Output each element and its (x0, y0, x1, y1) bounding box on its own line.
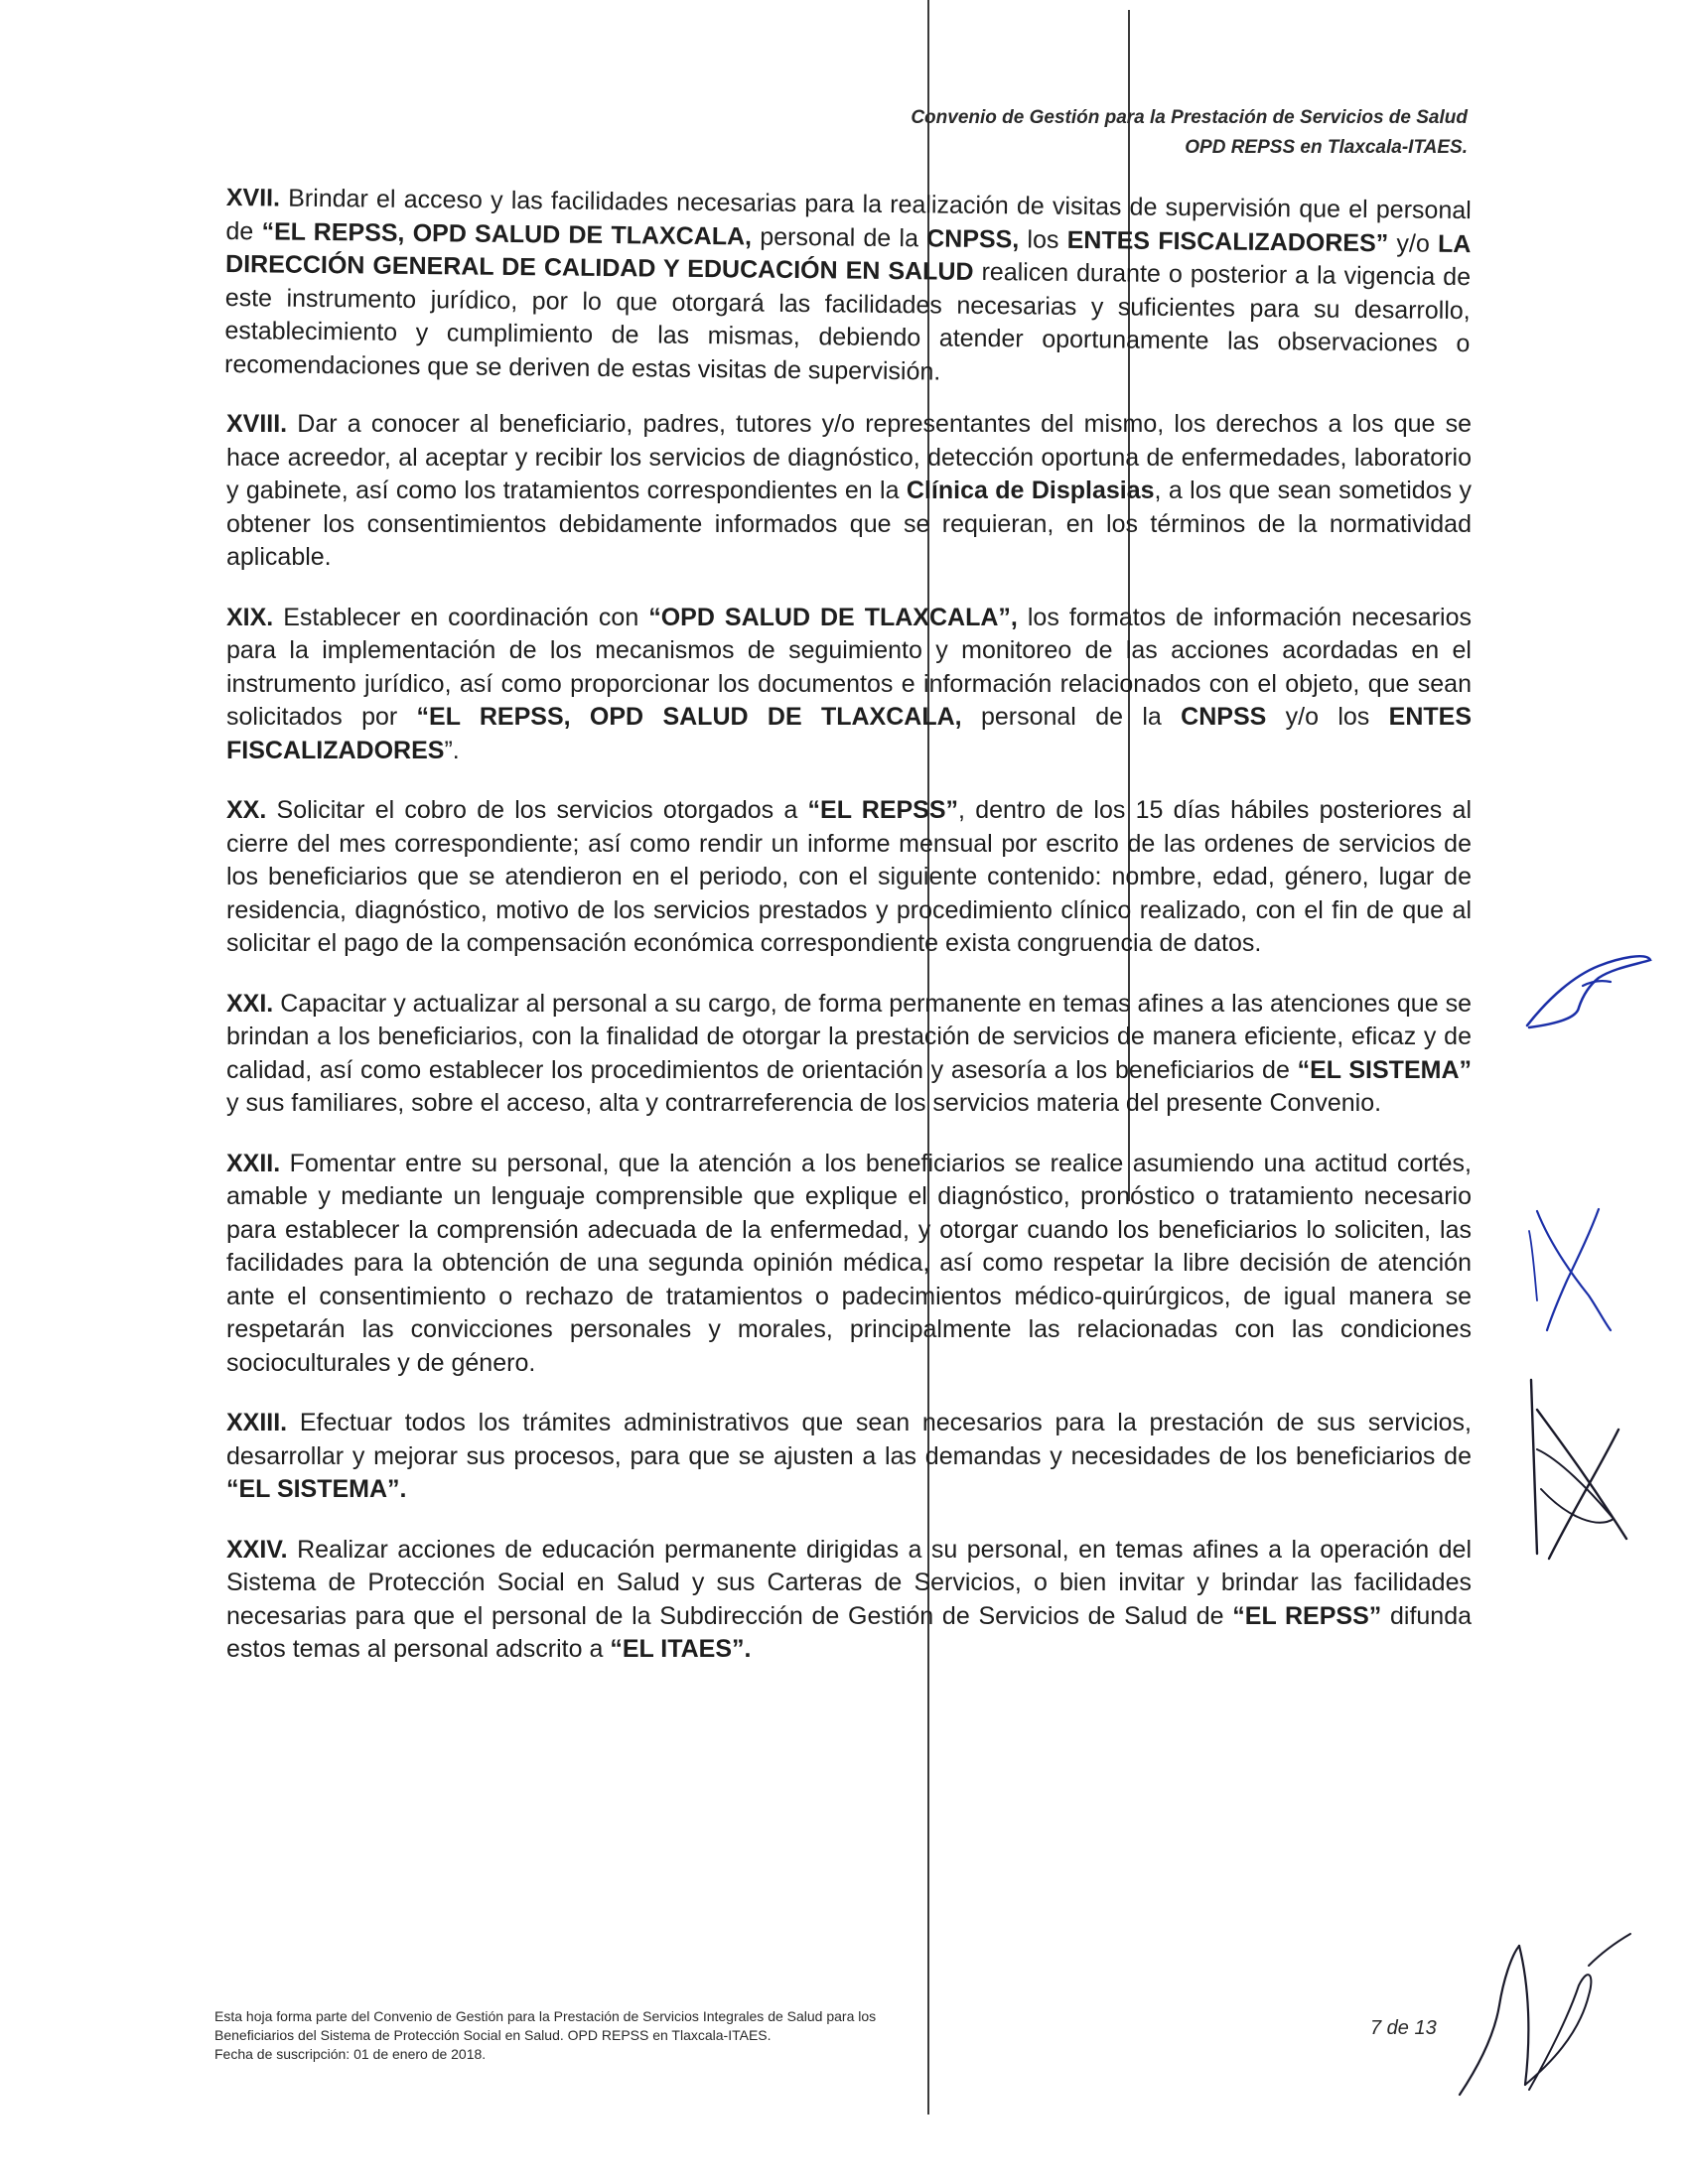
clause-text: y/o (1388, 228, 1439, 258)
clause-text: Efectuar todos los trámites administrativos que sean necesarios para la prestación de sus servicios, desarrollar y mejorar sus procesos, para que se ajusten a las demandas y necesidades de los beneficiarios de (226, 1409, 1472, 1470)
clause-text: , dentro de los 15 días hábiles posteriores al cierre del mes correspondiente; así como rendir un informe mensual por escrito de las ordenes de servicios de los beneficiarios que se atendieron en el periodo, con el siguiente contenido: nombre, edad, género, lugar de residencia, diagnóstico, motivo de los servicios prestados y procedimiento clínico realizado, con el fin de que al solicitar el pago de la compensación económica correspondiente exista congruencia de datos. (226, 796, 1473, 957)
clause-paragraph (226, 1148, 1472, 1381)
footer-line-3: Fecha de suscripción: 01 de enero de 2018. (214, 2046, 487, 2062)
clause-text: los formatos de información necesarios para la implementación de los mecanismos de seguimiento y monitoreo de las acciones acordadas en el instrumento jurídico, así como proporcionar los documentos e información relacionados con el objeto, que sean solicitados por (226, 603, 1472, 731)
clause-bold-text: “OPD SALUD DE TLAXCALA”, (648, 603, 1018, 631)
page-footer (214, 2007, 969, 2064)
clause-number: XIX. (226, 603, 274, 631)
initials-signature-1 (1519, 938, 1658, 1037)
clause-text: los (1019, 224, 1067, 254)
footer-line-1: Esta hoja forma parte del Convenio de Gestión para la Prestación de Servicios Integrales de Salud para los (214, 2008, 877, 2024)
initials-signature-3 (1519, 1370, 1638, 1569)
clause-bold-text: “EL ITAES”. (610, 1635, 752, 1663)
clause-text: Realizar acciones de educación permanente dirigidas a su personal, en temas afines a la operación del Sistema de Protección Social en Salud y sus Carteras de Servicios, o bien invitar y brindar las facilidades necesarias para que el personal de la Subdirección de Gestión de Servicios de Salud de (226, 1535, 1472, 1630)
clause-text: Fomentar entre su personal, que la atención a los beneficiarios se realice asumiendo una actitud cortés, amable y mediante un lenguaje comprensible que explique el diagnóstico, pronóstico o tratamiento necesario para establecer la comprensión adecuada de la enfermedad, y otorgar cuando los beneficiarios lo soliciten, las facilidades para la obtención de una segunda opinión médica, así como respetar la libre decisión de atención ante el consentimiento o rechazo de tratamientos o padecimientos médico-quirúrgicos, de igual manera se respetarán las convicciones personales y morales, principalmente las relacionadas con las condiciones socioculturales y de género. (226, 1149, 1472, 1377)
clause-text: Dar a conocer al beneficiario, padres, tutores y/o representantes del mismo, los derechos a los que se hace acreedor, al aceptar y recibir los servicios de diagnóstico, detección oportuna de enfermedades, laboratorio y gabinete, así como los tratamientos correspondientes en la (226, 410, 1472, 504)
clause-bold-text: “EL SISTEMA” (1297, 1055, 1472, 1084)
clause-bold-text: “EL REPSS, OPD SALUD DE TLAXCALA, (416, 703, 962, 731)
clause-paragraph (226, 408, 1472, 575)
clause-text: Capacitar y actualizar al personal a su cargo, de forma permanente en temas afines a las atenciones que se brindan a los beneficiarios, con la finalidad de otorgar la prestación de servicios de manera eficiente, eficaz y de calidad, así como establecer los procedimientos de orientación y asesoría a los beneficiarios de (226, 989, 1472, 1084)
clause-text: difunda estos temas al personal adscrito a (226, 1601, 1473, 1663)
clause-number: XVIII. (226, 410, 288, 438)
clause-bold-text: LA DIRECCIÓN GENERAL DE CALIDAD Y EDUCACIÓN EN SALUD (224, 229, 1472, 286)
clause-text: Establecer en coordinación con (273, 603, 649, 631)
clause-text: y sus familiares, sobre el acceso, alta y contrarreferencia de los servicios materia del presente Convenio. (226, 1089, 1382, 1117)
page-number: 7 de 13 (1370, 2017, 1437, 2039)
clause-number: XXII. (226, 1149, 281, 1177)
clause-text: Brindar el acceso y las facilidades necesarias para la realización de visitas de supervisión que el personal de (225, 184, 1472, 245)
header-line-2: OPD REPSS en Tlaxcala-ITAES. (1185, 137, 1468, 158)
clause-text: , a los que sean sometidos y obtener los consentimientos debidamente informados que se requieran, en los términos de la normatividad aplicable. (226, 477, 1473, 571)
page-header (911, 103, 1468, 163)
clause-bold-text: CNPSS (1181, 703, 1267, 731)
clause-number: XVII. (225, 183, 281, 212)
clause-number: XXI. (226, 989, 274, 1018)
clause-text: personal de la (961, 703, 1182, 731)
initials-signature-4 (1440, 1926, 1638, 2105)
clause-text: realicen durante o posterior a la vigencia de este instrumento jurídico, por lo que otorgará las facilidades necesarias y suficientes para su desarrollo, establecimiento y cumplimiento de las mismas, debiendo atender oportunamente las observaciones o recomendaciones que se deriven de estas visitas de supervisión. (223, 257, 1472, 386)
clause-paragraph (226, 602, 1472, 768)
clause-number: XX. (226, 796, 267, 824)
clause-number: XXIV. (226, 1535, 288, 1564)
clause-text: y/o los (1266, 703, 1389, 731)
clause-bold-text: “EL REPSS, OPD SALUD DE TLAXCALA, (261, 216, 753, 251)
clause-text: personal de la (751, 222, 927, 252)
clause-bold-text: Clínica de Displasias (906, 477, 1155, 504)
clause-paragraph (226, 1534, 1472, 1667)
clause-paragraph (226, 988, 1472, 1121)
clause-paragraph (226, 794, 1472, 961)
document-body (223, 182, 1473, 1694)
clause-paragraph (224, 182, 1472, 394)
clause-bold-text: ENTES FISCALIZADORES (226, 703, 1473, 764)
header-line-1: Convenio de Gestión para la Prestación de Servicios de Salud (911, 107, 1468, 128)
clause-bold-text: “EL REPSS” (1232, 1601, 1382, 1630)
clause-text: Solicitar el cobro de los servicios otorgados a (266, 796, 808, 824)
initials-signature-2 (1519, 1201, 1638, 1340)
clause-number: XXIII. (226, 1409, 288, 1436)
clause-bold-text: “EL SISTEMA”. (226, 1475, 407, 1503)
clause-bold-text: CNPSS, (926, 223, 1020, 253)
footer-line-2: Beneficiarios del Sistema de Protección Social en Salud. OPD REPSS en Tlaxcala-ITAES. (214, 2027, 772, 2043)
clause-paragraph (226, 1407, 1472, 1507)
clause-text: ”. (444, 736, 460, 764)
clause-bold-text: “EL REPSS” (807, 796, 959, 824)
clause-bold-text: ENTES FISCALIZADORES” (1066, 225, 1389, 257)
